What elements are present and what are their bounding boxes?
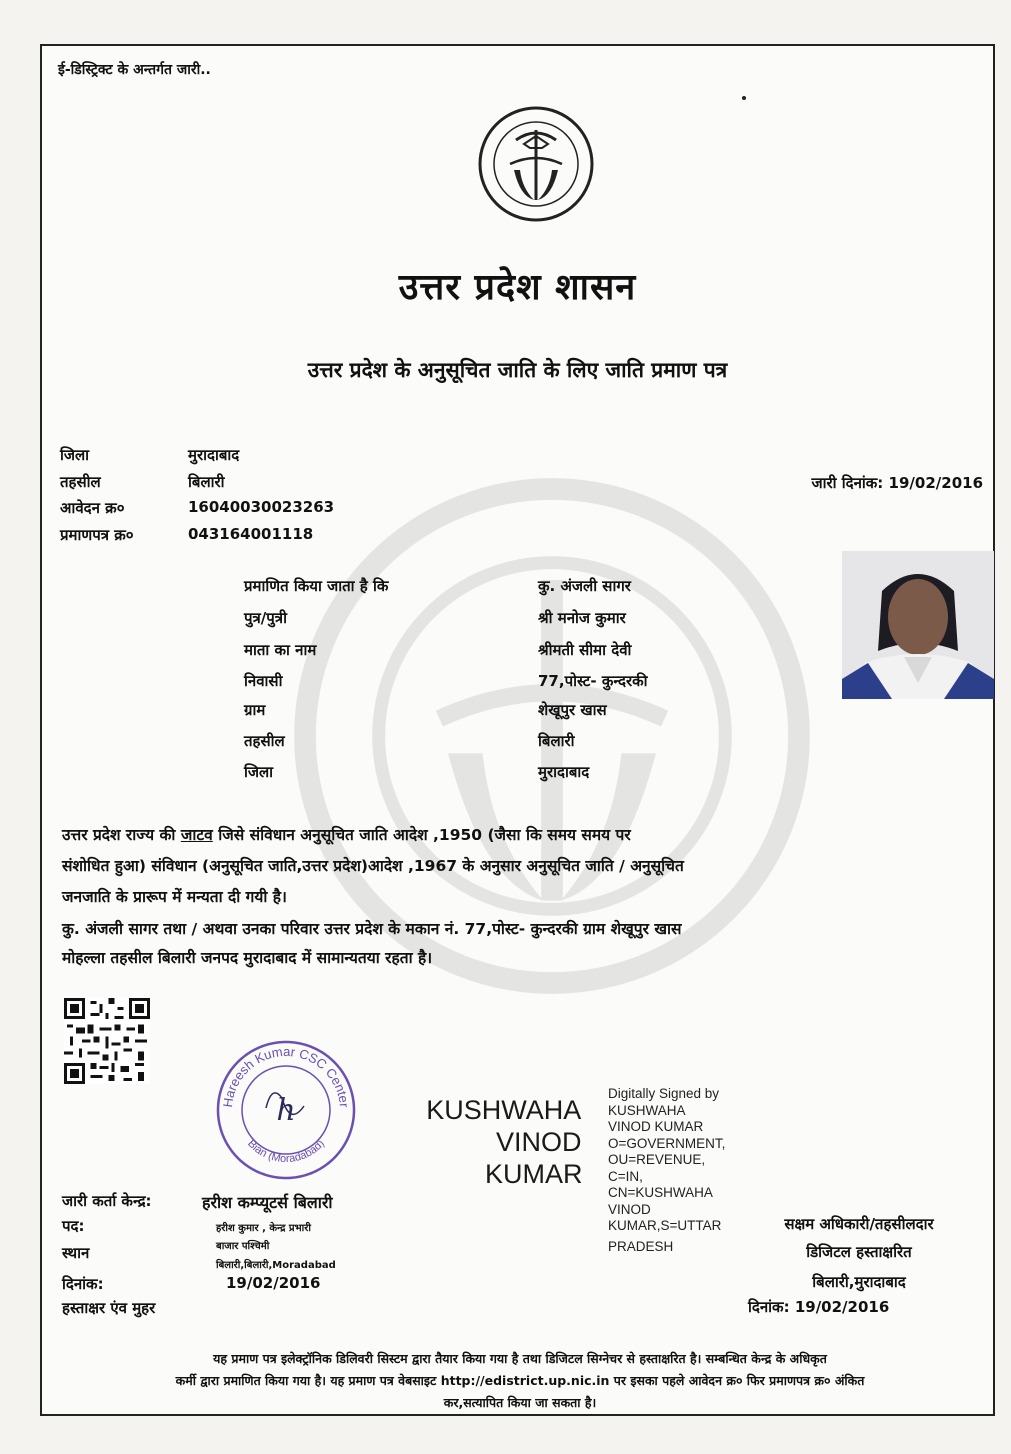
paragraph-text: जिसे संविधान अनुसूचित जाति आदेश ,1950 (जैसा कि समय समय पर — [218, 826, 631, 844]
issuer-center-label: जारी कर्ता केन्द्र: — [62, 1192, 152, 1210]
detail-value: कु. अंजली सागर — [538, 577, 631, 595]
seal-signature-initial: h — [276, 1093, 296, 1128]
authority-line: सक्षम अधिकारी/तहसीलदार — [784, 1215, 934, 1233]
seal-top-text: Hareesh Kumar CSC Center — [219, 1043, 352, 1109]
caste-paragraph-line — [62, 820, 977, 851]
caste-paragraph-line: संशोधित हुआ) संविधान (अनुसूचित जाति,उत्तर प्रदेश)आदेश ,1967 के अनुसार अनुसूचित जाति / अनुसूचित — [62, 857, 684, 875]
certificate-title: उत्तर प्रदेश शासन — [398, 267, 637, 308]
certificate-subtitle: उत्तर प्रदेश के अनुसूचित जाति के लिए जाति प्रमाण पत्र — [307, 358, 728, 382]
signature-detail-line: C=IN, — [608, 1168, 643, 1184]
tehsil-value: बिलारी — [188, 473, 225, 491]
signature-detail-line: PRADESH — [608, 1238, 674, 1254]
verification-footer — [60, 1348, 980, 1414]
footer-line: कर्मी द्वारा प्रमाणित किया गया है। यह प्रमाण पत्र वेबसाइट http://edistrict.up.nic.in पर इसका पहले आवेदन क्र० फिर प्रमाणपत्र क्र० अंकित — [175, 1373, 865, 1388]
detail-label: पुत्र/पुत्री — [244, 609, 287, 627]
signature-detail-line: Digitally Signed by — [608, 1086, 720, 1101]
speck — [742, 96, 746, 100]
detail-value: श्रीमती सीमा देवी — [538, 641, 632, 659]
detail-label: तहसील — [244, 732, 285, 750]
district-label: जिला — [60, 446, 90, 464]
certificate-no-label: प्रमाणपत्र क्र० — [60, 526, 134, 544]
signature-detail-line: VINOD — [608, 1201, 651, 1217]
signature-detail-line: VINOD KUMAR — [608, 1119, 704, 1134]
residence-paragraph-line: कु. अंजली सागर तथा / अथवा उनका परिवार उत्तर प्रदेश के मकान नं. 77,पोस्ट- कुन्दरकी ग्राम शेखूपुर खास — [62, 920, 682, 938]
signature-detail-line: KUMAR,S=UTTAR — [608, 1218, 722, 1233]
sign-and-seal-label: हस्ताक्षर एंव मुहर — [62, 1299, 156, 1317]
district-value: मुरादाबाद — [188, 446, 240, 464]
caste-name: जाटव — [180, 826, 213, 844]
detail-value: मुरादाबाद — [538, 763, 590, 781]
issuer-center-value: हरीश कम्प्यूटर्स बिलारी — [202, 1193, 333, 1212]
authority-date — [748, 1297, 889, 1317]
csc-center-seal — [212, 1036, 360, 1184]
detail-value: शेखूपुर खास — [538, 701, 607, 719]
authority-date-value: 19/02/2016 — [794, 1298, 890, 1316]
issue-date — [811, 473, 983, 493]
detail-value: श्री मनोज कुमार — [538, 609, 626, 627]
detail-label: माता का नाम — [244, 641, 317, 659]
paragraph-text: उत्तर प्रदेश राज्य की — [62, 826, 176, 844]
detail-label: प्रमाणित किया जाता है कि — [244, 577, 389, 595]
signature-detail-line: OU=REVENUE, — [608, 1152, 706, 1167]
signer-name-line: KUMAR — [485, 1159, 583, 1189]
certificate-no-value: 043164001118 — [188, 525, 314, 543]
signature-detail-line: KUSHWAHA — [608, 1102, 686, 1118]
signature-detail-line: O=GOVERNMENT, — [608, 1135, 726, 1151]
signer-name-line: VINOD — [496, 1127, 582, 1157]
certificate-page — [40, 44, 995, 1416]
up-emblem-icon — [476, 104, 596, 224]
authority-date-label: दिनांक: — [748, 1298, 790, 1316]
detail-value: 77,पोस्ट- कुन्दरकी — [538, 672, 648, 690]
residence-paragraph-line: मोहल्ला तहसील बिलारी जनपद मुरादाबाद में सामान्यतया रहता है। — [62, 949, 433, 967]
issue-date-label: जारी दिनांक: — [811, 474, 884, 492]
issuer-date-value: 19/02/2016 — [226, 1274, 321, 1292]
caste-paragraph — [62, 820, 977, 913]
tehsil-label: तहसील — [60, 473, 101, 491]
place-line: बाजार पश्चिमी — [216, 1241, 270, 1252]
signer-name-line: KUSHWAHA — [426, 1095, 582, 1125]
detail-label: निवासी — [244, 672, 283, 690]
application-no-label: आवेदन क्र० — [60, 499, 125, 517]
detail-label: जिला — [244, 763, 274, 781]
signature-detail-line: CN=KUSHWAHA — [608, 1185, 713, 1200]
caste-paragraph-line: जनजाति के प्रारूप में मन्यता दी गयी है। — [62, 888, 287, 906]
authority-line: बिलारी,मुरादाबाद — [812, 1273, 906, 1291]
qr-code-icon[interactable] — [64, 998, 150, 1084]
place-label: स्थान — [62, 1244, 90, 1262]
footer-line: कर,सत्यापित किया जा सकता है। — [443, 1395, 597, 1410]
applicant-photo — [842, 551, 994, 699]
issue-date-value: 19/02/2016 — [888, 474, 983, 492]
post-label: पद: — [62, 1217, 85, 1235]
place-line: बिलारी,बिलारी,Moradabad — [216, 1260, 336, 1271]
digital-signature-details — [608, 1086, 725, 1255]
footer-line: यह प्रमाण पत्र इलेक्ट्रॉनिक डिलिवरी सिस्टम द्वारा तैयार किया गया है तथा डिजिटल सिग्नेचर से हस्ताक्षरित है। सम्बन्धित केन्द्र के अधिकृत — [213, 1351, 827, 1366]
post-value: हरीश कुमार , केन्द्र प्रभारी — [216, 1223, 311, 1234]
svg-text:Bian (Moradabad) — [245, 1138, 327, 1165]
issuer-date-label: दिनांक: — [62, 1275, 104, 1293]
issued-under-text: ई-डिस्ट्रिक्ट के अन्तर्गत जारी.. — [58, 62, 211, 78]
detail-label: ग्राम — [244, 701, 266, 719]
seal-bottom-text: Bian (Moradabad) — [245, 1137, 327, 1166]
authority-line: डिजिटल हस्ताक्षरित — [806, 1243, 912, 1261]
residence-paragraph — [62, 915, 977, 973]
digital-signer-name — [425, 1094, 583, 1190]
application-no-value: 16040030023263 — [188, 498, 335, 516]
detail-value: बिलारी — [538, 732, 575, 750]
